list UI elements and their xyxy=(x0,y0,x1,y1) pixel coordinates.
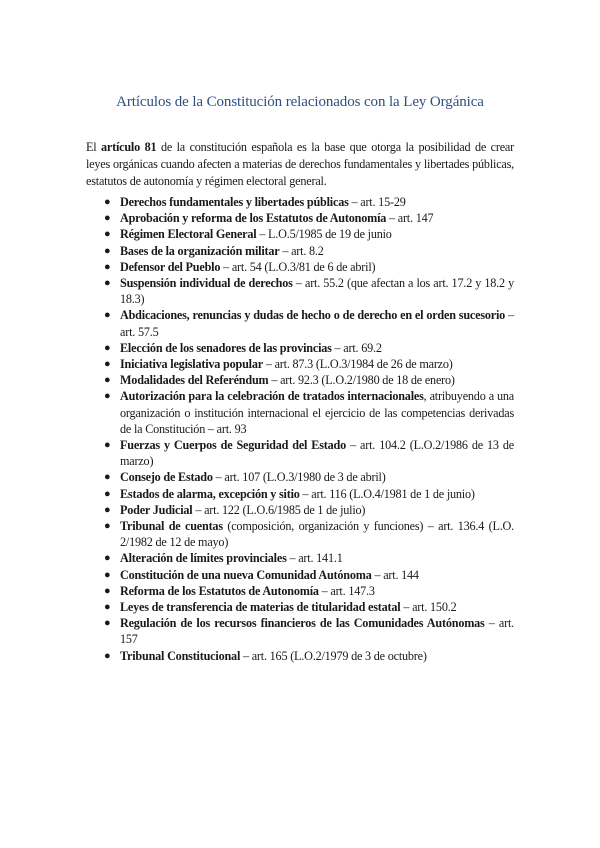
item-reference: – art. 55.2 (que afectan a los art. 17.2 y 18.2 y 18.3) xyxy=(120,276,514,307)
item-reference: – art. 141.1 xyxy=(286,551,343,566)
list-item xyxy=(86,307,514,339)
item-reference: – art. 147.3 xyxy=(318,583,375,598)
bullet-icon: ● xyxy=(104,374,111,387)
bullet-icon: ● xyxy=(104,601,111,614)
list-item xyxy=(86,275,514,307)
item-reference: – art. 69.2 xyxy=(331,340,382,355)
item-heading: Constitución de una nueva Comunidad Autónoma xyxy=(120,567,372,582)
bullet-icon: ● xyxy=(104,568,111,581)
bullet-icon: ● xyxy=(104,196,111,208)
item-heading: Derechos fundamentales y libertades públicas xyxy=(120,195,349,209)
item-heading: Aprobación y reforma de los Estatutos de Autonomía xyxy=(120,211,387,226)
item-reference: – art. 8.2 xyxy=(279,243,324,258)
item-reference: – art. 15-29 xyxy=(348,195,406,209)
intro-text-after: de la constitución española es la base que otorga la posibilidad de crear leyes orgánicas cuando afecten a materias de derechos fundamentales y libertades públicas, estatutos de autonomía y régimen electoral general. xyxy=(86,140,514,188)
list-item xyxy=(86,567,514,583)
bullet-icon: ● xyxy=(104,439,111,452)
bullet-icon: ● xyxy=(104,503,111,516)
item-reference: – art. 165 (L.O.2/1979 de 3 de octubre) xyxy=(240,648,427,663)
bullet-icon: ● xyxy=(104,228,111,241)
bullet-icon: ● xyxy=(104,309,111,322)
item-heading: Defensor del Pueblo xyxy=(120,259,221,274)
list-item xyxy=(86,599,514,615)
list-item xyxy=(86,194,514,210)
intro-text-before: El xyxy=(86,140,101,154)
item-reference: – art. 150.2 xyxy=(400,600,457,615)
bullet-icon: ● xyxy=(104,260,111,273)
item-reference: – art. 104.2 (L.O.2/1986 de 13 de marzo) xyxy=(120,438,514,469)
item-reference: – art. 87.3 (L.O.3/1984 de 26 de marzo) xyxy=(262,357,453,372)
bullet-icon: ● xyxy=(104,649,111,662)
item-reference: – art. 92.3 (L.O.2/1980 de 18 de enero) xyxy=(268,373,455,388)
list-item xyxy=(86,437,514,469)
item-heading: Bases de la organización militar xyxy=(120,243,280,258)
item-reference: – art. 107 (L.O.3/1980 de 3 de abril) xyxy=(212,470,386,485)
item-heading: Poder Judicial xyxy=(120,502,193,517)
item-reference: – art. 144 xyxy=(371,567,419,582)
bullet-icon: ● xyxy=(104,617,111,630)
list-item xyxy=(86,243,514,259)
bullet-icon: ● xyxy=(104,390,111,403)
item-heading: Alteración de límites provinciales xyxy=(120,551,287,566)
item-reference: – art. 116 (L.O.4/1981 de 1 de junio) xyxy=(299,486,475,501)
item-heading: Regulación de los recursos financieros de las Comunidades Autónomas xyxy=(120,616,485,631)
bullet-icon: ● xyxy=(104,277,111,290)
intro-bold-article: artículo 81 xyxy=(101,140,157,154)
item-heading: Tribunal de cuentas xyxy=(120,519,223,534)
item-heading: Autorización para la celebración de tratados internacionales xyxy=(120,389,424,404)
bullet-icon: ● xyxy=(104,584,111,597)
item-heading: Leyes de transferencia de materias de titularidad estatal xyxy=(120,600,401,615)
list-item xyxy=(86,550,514,566)
item-heading: Modalidades del Referéndum xyxy=(120,373,269,388)
bullet-icon: ● xyxy=(104,212,111,225)
bullet-icon: ● xyxy=(104,244,111,257)
item-reference: – art. 147 xyxy=(386,211,434,226)
list-item xyxy=(86,502,514,518)
list-item xyxy=(86,340,514,356)
item-reference: – art. 122 (L.O.6/1985 de 1 de julio) xyxy=(192,502,366,517)
item-reference: – art. 57.5 xyxy=(120,308,514,339)
item-heading: Fuerzas y Cuerpos de Seguridad del Estado xyxy=(120,438,347,453)
item-heading: Abdicaciones, renuncias y dudas de hecho o de derecho en el orden sucesorio xyxy=(120,308,506,323)
bullet-icon: ● xyxy=(104,341,111,354)
list-item xyxy=(86,486,514,502)
document-title: Artículos de la Constitución relacionados con la Ley Orgánica xyxy=(116,94,484,110)
bullet-icon: ● xyxy=(104,487,111,500)
article-list xyxy=(86,194,514,664)
list-item xyxy=(86,210,514,226)
list-item xyxy=(86,226,514,242)
list-item xyxy=(86,259,514,275)
list-item xyxy=(86,469,514,485)
intro-paragraph xyxy=(86,139,514,190)
list-item xyxy=(86,648,514,664)
item-heading: Reforma de los Estatutos de Autonomía xyxy=(120,583,319,598)
bullet-icon: ● xyxy=(104,520,111,533)
item-reference: (composición, organización y funciones) – art. 136.4 (L.O. 2/1982 de 12 de mayo) xyxy=(120,519,515,550)
item-heading: Estados de alarma, excepción y sitio xyxy=(120,486,300,501)
bullet-icon: ● xyxy=(104,471,111,484)
item-heading: Elección de los senadores de las provincias xyxy=(120,340,332,355)
item-reference: – art. 54 (L.O.3/81 de 6 de abril) xyxy=(220,259,376,274)
bullet-icon: ● xyxy=(104,358,111,371)
item-heading: Consejo de Estado xyxy=(120,470,213,485)
item-heading: Iniciativa legislativa popular xyxy=(120,357,263,372)
list-item xyxy=(86,356,514,372)
list-item xyxy=(86,583,514,599)
item-heading: Suspensión individual de derechos xyxy=(120,276,293,291)
bullet-icon: ● xyxy=(104,552,111,565)
item-reference: – art. 157 xyxy=(120,616,514,647)
item-heading: Tribunal Constitucional xyxy=(120,648,241,663)
list-item xyxy=(86,388,514,437)
list-item xyxy=(86,615,514,647)
item-reference: – L.O.5/1985 de 19 de junio xyxy=(256,227,392,242)
list-item xyxy=(86,518,514,550)
item-heading: Régimen Electoral General xyxy=(120,227,257,242)
list-item xyxy=(86,372,514,388)
item-reference: , atribuyendo a una organización o institución internacional el ejercicio de las competencias derivadas de la Constitución – art. 93 xyxy=(120,389,514,436)
